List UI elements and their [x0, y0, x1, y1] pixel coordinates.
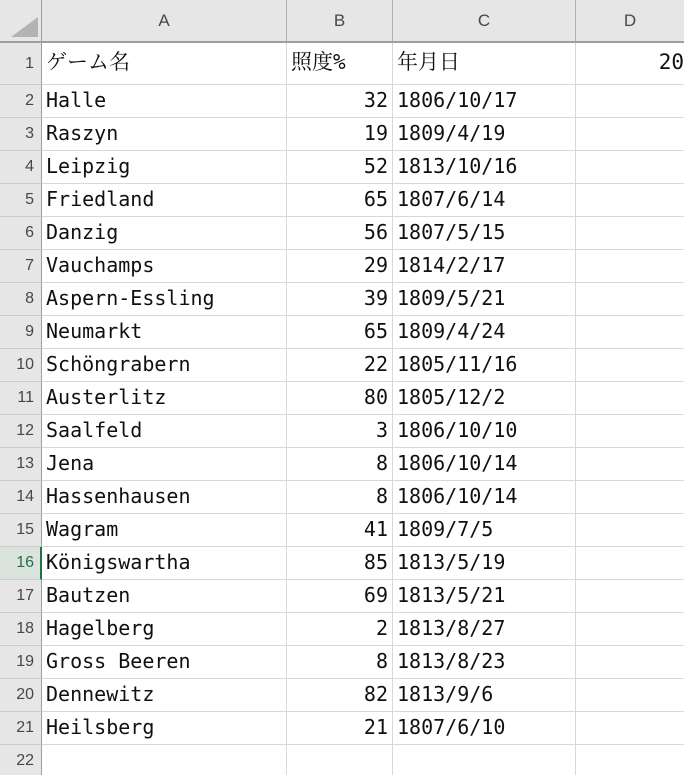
cell-B2[interactable]: 32 — [287, 85, 393, 118]
row-10 — [0, 349, 684, 382]
cell-D16[interactable] — [576, 547, 684, 580]
row-17 — [0, 580, 684, 613]
cell-C3[interactable]: 1809/4/19 — [393, 118, 576, 151]
column-header-c[interactable]: C — [393, 0, 576, 41]
row-1 — [0, 43, 684, 85]
cell-C9[interactable]: 1809/4/24 — [393, 316, 576, 349]
cell-C18[interactable]: 1813/8/27 — [393, 613, 576, 646]
row-9 — [0, 316, 684, 349]
row-6 — [0, 217, 684, 250]
row-header-19[interactable]: 19 — [0, 646, 42, 679]
select-all-icon[interactable] — [11, 17, 38, 37]
cell-D13[interactable] — [576, 448, 684, 481]
row-header-14[interactable]: 14 — [0, 481, 42, 514]
row-21 — [0, 712, 684, 745]
row-header-8[interactable]: 8 — [0, 283, 42, 316]
cell-D3[interactable] — [576, 118, 684, 151]
row-12 — [0, 415, 684, 448]
row-2 — [0, 85, 684, 118]
row-header-7[interactable]: 7 — [0, 250, 42, 283]
cell-A22[interactable] — [42, 745, 287, 775]
cell-C5[interactable]: 1807/6/14 — [393, 184, 576, 217]
cell-B10[interactable]: 22 — [287, 349, 393, 382]
cell-B6[interactable]: 56 — [287, 217, 393, 250]
cell-A14[interactable]: Hassenhausen — [42, 481, 287, 514]
row-header-6[interactable]: 6 — [0, 217, 42, 250]
row-header-5[interactable]: 5 — [0, 184, 42, 217]
row-header-4[interactable]: 4 — [0, 151, 42, 184]
row-15 — [0, 514, 684, 547]
row-header-20[interactable]: 20 — [0, 679, 42, 712]
cell-D9[interactable] — [576, 316, 684, 349]
grid — [0, 43, 684, 775]
row-header-2[interactable]: 2 — [0, 85, 42, 118]
cell-A11[interactable]: Austerlitz — [42, 382, 287, 415]
cell-A4[interactable]: Leipzig — [42, 151, 287, 184]
cell-D4[interactable] — [576, 151, 684, 184]
cell-A1[interactable]: ゲーム名 — [42, 43, 287, 85]
cell-A5[interactable]: Friedland — [42, 184, 287, 217]
cell-B12[interactable]: 3 — [287, 415, 393, 448]
cell-C21[interactable]: 1807/6/10 — [393, 712, 576, 745]
cell-C4[interactable]: 1813/10/16 — [393, 151, 576, 184]
cell-D10[interactable] — [576, 349, 684, 382]
cell-A10[interactable]: Schöngrabern — [42, 349, 287, 382]
cell-C2[interactable]: 1806/10/17 — [393, 85, 576, 118]
row-8 — [0, 283, 684, 316]
cell-D22[interactable] — [576, 745, 684, 775]
row-7 — [0, 250, 684, 283]
row-header-9[interactable]: 9 — [0, 316, 42, 349]
row-header-16[interactable]: 16 — [0, 547, 42, 580]
cell-B17[interactable]: 69 — [287, 580, 393, 613]
row-header-3[interactable]: 3 — [0, 118, 42, 151]
cell-A18[interactable]: Hagelberg — [42, 613, 287, 646]
cell-B21[interactable]: 21 — [287, 712, 393, 745]
row-18 — [0, 613, 684, 646]
cell-C20[interactable]: 1813/9/6 — [393, 679, 576, 712]
cell-C11[interactable]: 1805/12/2 — [393, 382, 576, 415]
cell-C15[interactable]: 1809/7/5 — [393, 514, 576, 547]
row-header-22[interactable]: 22 — [0, 745, 42, 775]
cell-D7[interactable] — [576, 250, 684, 283]
cell-D14[interactable] — [576, 481, 684, 514]
cell-B1[interactable]: 照度% — [287, 43, 393, 85]
cell-D20[interactable] — [576, 679, 684, 712]
row-header-21[interactable]: 21 — [0, 712, 42, 745]
cell-A12[interactable]: Saalfeld — [42, 415, 287, 448]
row-22 — [0, 745, 684, 775]
row-11 — [0, 382, 684, 415]
row-13 — [0, 448, 684, 481]
row-header-10[interactable]: 10 — [0, 349, 42, 382]
cell-A6[interactable]: Danzig — [42, 217, 287, 250]
cell-D8[interactable] — [576, 283, 684, 316]
cell-D18[interactable] — [576, 613, 684, 646]
row-header-18[interactable]: 18 — [0, 613, 42, 646]
cell-B5[interactable]: 65 — [287, 184, 393, 217]
cell-D21[interactable] — [576, 712, 684, 745]
row-header-15[interactable]: 15 — [0, 514, 42, 547]
cell-B3[interactable]: 19 — [287, 118, 393, 151]
cell-B14[interactable]: 8 — [287, 481, 393, 514]
cell-B16[interactable]: 85 — [287, 547, 393, 580]
cell-D6[interactable] — [576, 217, 684, 250]
cell-D2[interactable] — [576, 85, 684, 118]
column-header-d[interactable]: D — [623, 10, 637, 30]
cell-B15[interactable]: 41 — [287, 514, 393, 547]
cell-C14[interactable]: 1806/10/14 — [393, 481, 576, 514]
cell-A3[interactable]: Raszyn — [42, 118, 287, 151]
cell-A17[interactable]: Bautzen — [42, 580, 287, 613]
cell-D5[interactable] — [576, 184, 684, 217]
column-header-b[interactable]: B — [287, 0, 393, 41]
cell-B11[interactable]: 80 — [287, 382, 393, 415]
row-16 — [0, 547, 684, 580]
cell-B22[interactable] — [287, 745, 393, 775]
row-header-1[interactable]: 1 — [0, 43, 42, 85]
cell-D12[interactable] — [576, 415, 684, 448]
cell-D19[interactable] — [576, 646, 684, 679]
cell-D1[interactable]: 20 — [576, 43, 684, 85]
cell-C1[interactable]: 年月日 — [393, 43, 576, 85]
row-4 — [0, 151, 684, 184]
column-header-a[interactable]: A — [42, 0, 287, 41]
cell-C19[interactable]: 1813/8/23 — [393, 646, 576, 679]
cell-B13[interactable]: 8 — [287, 448, 393, 481]
cell-D17[interactable] — [576, 580, 684, 613]
select-all-corner[interactable] — [0, 0, 42, 41]
cell-D15[interactable] — [576, 514, 684, 547]
row-20 — [0, 679, 684, 712]
cell-B18[interactable]: 2 — [287, 613, 393, 646]
cell-B20[interactable]: 82 — [287, 679, 393, 712]
cell-B4[interactable]: 52 — [287, 151, 393, 184]
cell-C22[interactable] — [393, 745, 576, 775]
cell-A7[interactable]: Vauchamps — [42, 250, 287, 283]
cell-A8[interactable]: Aspern-Essling — [42, 283, 287, 316]
cell-C10[interactable]: 1805/11/16 — [393, 349, 576, 382]
cell-A2[interactable]: Halle — [42, 85, 287, 118]
cell-C13[interactable]: 1806/10/14 — [393, 448, 576, 481]
cell-A21[interactable]: Heilsberg — [42, 712, 287, 745]
cell-C6[interactable]: 1807/5/15 — [393, 217, 576, 250]
row-header-11[interactable]: 11 — [0, 382, 42, 415]
cell-C17[interactable]: 1813/5/21 — [393, 580, 576, 613]
column-header-row — [0, 0, 684, 43]
cell-C12[interactable]: 1806/10/10 — [393, 415, 576, 448]
row-header-17[interactable]: 17 — [0, 580, 42, 613]
cell-B8[interactable]: 39 — [287, 283, 393, 316]
cell-C16[interactable]: 1813/5/19 — [393, 547, 576, 580]
row-5 — [0, 184, 684, 217]
row-header-12[interactable]: 12 — [0, 415, 42, 448]
cell-A20[interactable]: Dennewitz — [42, 679, 287, 712]
cell-A9[interactable]: Neumarkt — [42, 316, 287, 349]
row-19 — [0, 646, 684, 679]
cell-A16[interactable]: Königswartha — [42, 547, 287, 580]
cell-D11[interactable] — [576, 382, 684, 415]
cell-C7[interactable]: 1814/2/17 — [393, 250, 576, 283]
cell-B19[interactable]: 8 — [287, 646, 393, 679]
cell-C8[interactable]: 1809/5/21 — [393, 283, 576, 316]
cell-A15[interactable]: Wagram — [42, 514, 287, 547]
row-14 — [0, 481, 684, 514]
cell-B7[interactable]: 29 — [287, 250, 393, 283]
row-3 — [0, 118, 684, 151]
cell-A13[interactable]: Jena — [42, 448, 287, 481]
cell-A19[interactable]: Gross Beeren — [42, 646, 287, 679]
row-header-13[interactable]: 13 — [0, 448, 42, 481]
cell-B9[interactable]: 65 — [287, 316, 393, 349]
